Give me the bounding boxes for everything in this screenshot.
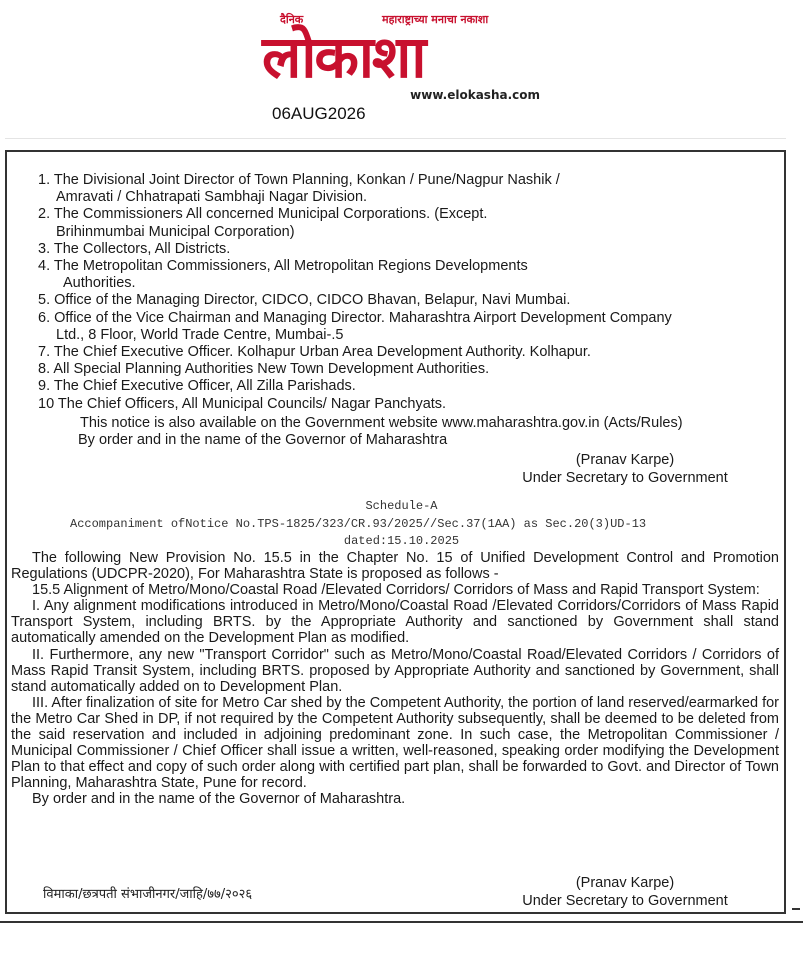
publication-date: 06AUG2026 xyxy=(272,104,366,123)
paragraph: 15.5 Alignment of Metro/Mono/Coastal Road /Elevated Corridors/ Corridors of Mass and Rapid Transport System: xyxy=(32,582,760,599)
website-link[interactable]: www.elokasha.com xyxy=(410,88,540,102)
list-item: 10 The Chief Officers, All Municipal Councils/ Nagar Panchyats. xyxy=(38,395,447,412)
list-item: Authorities. xyxy=(63,275,136,292)
notice-date: dated:15.10.2025 xyxy=(343,534,460,548)
signatory-title: Under Secretary to Government xyxy=(522,470,728,486)
list-item: Brihinmumbai Municipal Corporation) xyxy=(56,223,295,240)
divider xyxy=(0,921,803,923)
closing-statement: By order and in the name of the Governor of Maharashtra. xyxy=(32,791,406,808)
masthead xyxy=(262,8,552,126)
newspaper-logo: लोकाशा xyxy=(262,23,425,91)
signatory-name: (Pranav Karpe) xyxy=(575,452,675,468)
divider xyxy=(792,908,800,910)
reference-code: विमाका/छत्रपती संभाजीनगर/जाहि/७७/२०२६ xyxy=(43,887,253,902)
divider xyxy=(5,138,786,139)
schedule-body xyxy=(11,550,779,808)
recipient-list xyxy=(38,172,778,413)
schedule-title: Schedule-A xyxy=(365,499,438,513)
list-item: 6. Office of the Vice Chairman and Managing Director. Maharashtra Airport Development Company xyxy=(38,309,672,326)
signature-block xyxy=(495,874,755,910)
list-item: Amravati / Chhatrapati Sambhaji Nagar Division. xyxy=(56,189,368,206)
signatory-title: Under Secretary to Government xyxy=(522,893,728,909)
website-notice: This notice is also available on the Government website www.maharashtra.gov.in (Acts/Rules) xyxy=(80,415,683,431)
list-item: 1. The Divisional Joint Director of Town Planning, Konkan / Pune/Nagpur Nashik / xyxy=(38,172,560,188)
list-item: 2. The Commissioners All concerned Municipal Corporations. (Except. xyxy=(38,206,488,223)
paragraph: III. After finalization of site for Metro Car shed by the Competent Authority, the portion of land reserved/earmarked for the Metro Car Shed in DP, if not required by the Competent Authority subsequently, shall be deemed to be deleted from the said reservation and included in adjoining predominant zone. In such case, the Metropolitan Commissioner / Municipal Commissioner / Chief Officer shall issue a written, well-reasoned, speaking order modifying the Development Plan to that effect and copy of such order along with certified part plan, shall be forwarded to Govt. and Director of Town Planning, Maharashtra State, Pune for record. xyxy=(11,694,779,792)
notice-reference: Accompaniment ofNotice No.TPS-1825/323/CR.93/2025//Sec.37(1AA) as Sec.20(3)UD-13 xyxy=(70,517,647,531)
list-item: 3. The Collectors, All Districts. xyxy=(38,240,231,257)
paragraph: I. Any alignment modifications introduced in Metro/Mono/Coastal Road /Elevated Corridors/Corridors of Mass Rapid Transport System, including BRTS. by the Appropriate Authority and sanctioned by Government shall stand automatically amended on the Development Plan as modified. xyxy=(11,598,779,647)
list-item: 4. The Metropolitan Commissioners, All Metropolitan Regions Developments xyxy=(38,258,528,275)
paragraph: II. Furthermore, any new "Transport Corridor" such as Metro/Mono/Coastal Road/Elevated Corridors / Corridors of Mass Rapid Transit System, including BRTS. proposed by Appropriate Authority and sanctioned by Government, shall stand automatically added on to Development Plan. xyxy=(11,646,779,695)
list-item: 9. The Chief Executive Officer, All Zilla Parishads. xyxy=(38,378,356,395)
daily-label: दैनिक xyxy=(280,13,304,26)
signature-block xyxy=(495,451,755,487)
order-statement: By order and in the name of the Governor of Maharashtra xyxy=(78,432,448,448)
paragraph: The following New Provision No. 15.5 in the Chapter No. 15 of Unified Development Control and Promotion Regulations (UDCPR-2020), For Maharashtra State is proposed as follows - xyxy=(11,550,779,583)
tagline: महाराष्ट्राच्या मनाचा नकाशा xyxy=(382,13,489,26)
list-item: 7. The Chief Executive Officer. Kolhapur Urban Area Development Authority. Kolhapur. xyxy=(38,344,591,361)
signatory-name: (Pranav Karpe) xyxy=(575,875,675,891)
list-item: Ltd., 8 Floor, World Trade Centre, Mumbai-.5 xyxy=(56,326,344,343)
list-item: 5. Office of the Managing Director, CIDCO, CIDCO Bhavan, Belapur, Navi Mumbai. xyxy=(38,292,571,309)
list-item: 8. All Special Planning Authorities New Town Development Authorities. xyxy=(38,361,490,378)
